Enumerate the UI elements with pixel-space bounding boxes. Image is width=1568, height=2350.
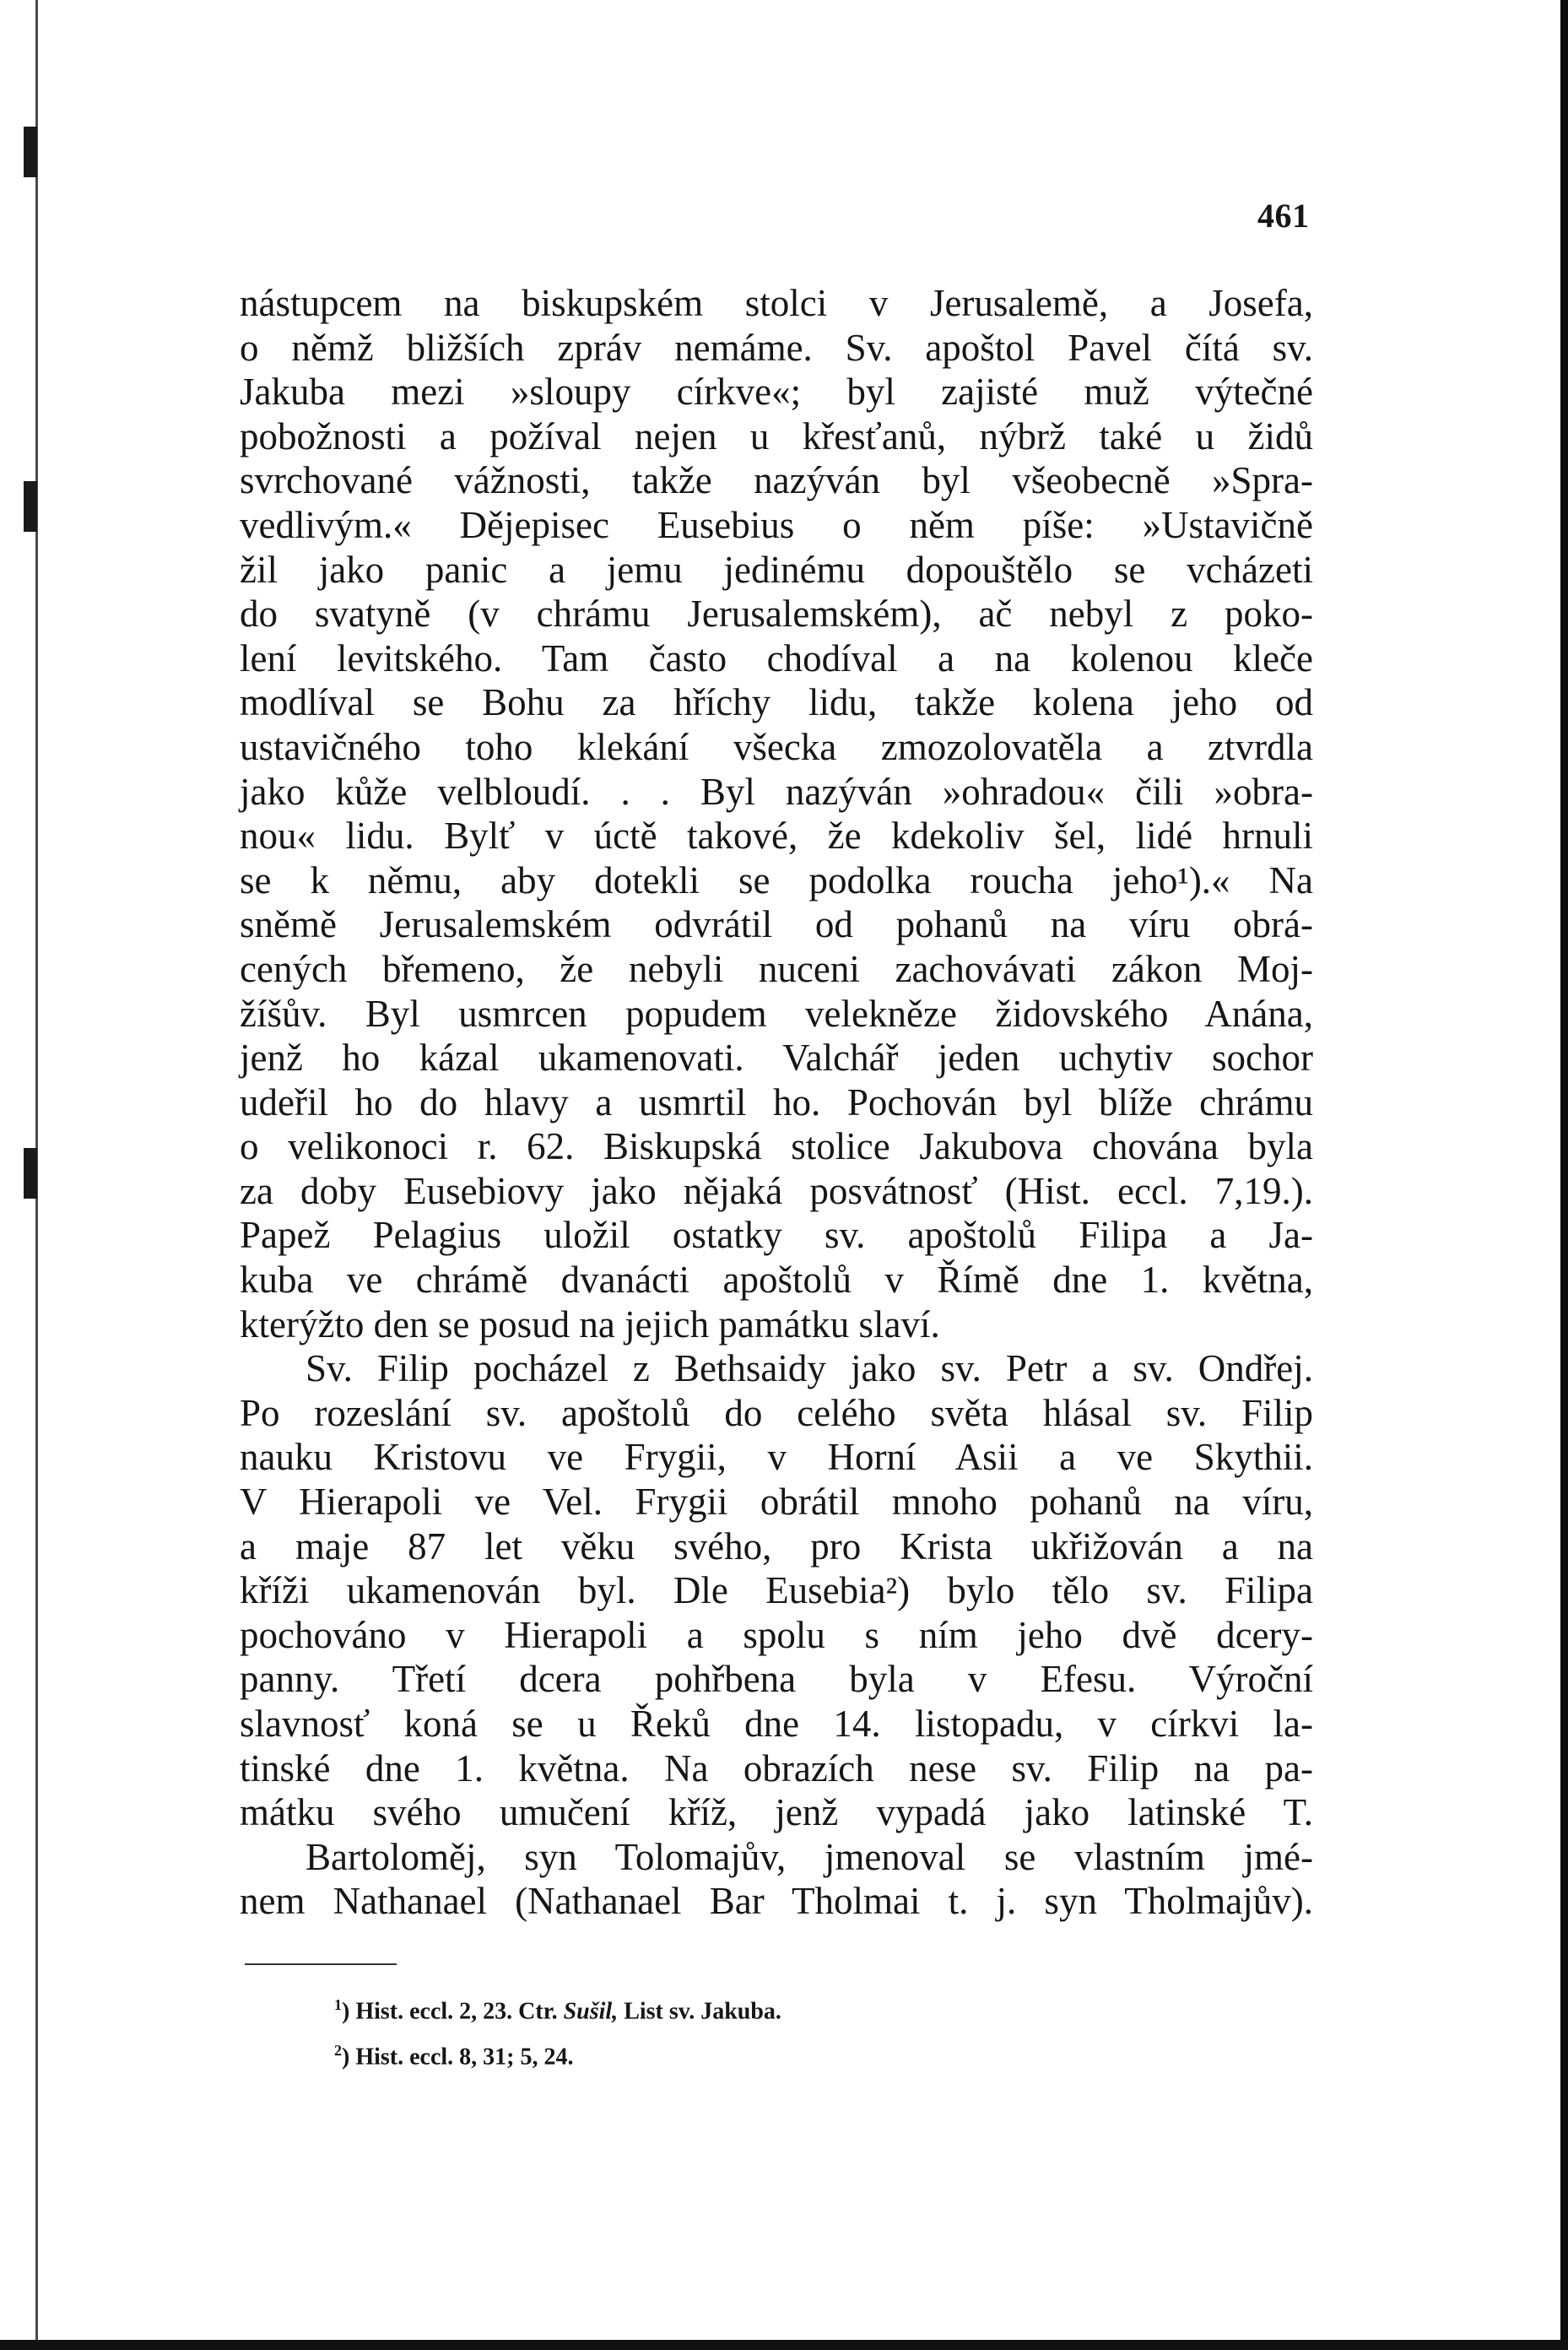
text-line: Sv. Filip pocházel z Bethsaidy jako sv. Petr a sv. Ondřej. [305, 1347, 1313, 1390]
text-line: kuba ve chrámě dvanácti apoštolů v Římě dne 1. května, [240, 1259, 1313, 1302]
text-line: mátku svého umučení kříž, jenž vypadá jako latinské T. [240, 1791, 1313, 1834]
text-line: a maje 87 let věku svého, pro Krista ukřižován a na [240, 1524, 1313, 1568]
text-line: o němž bližších zpráv nemáme. Sv. apoštol Pavel čítá sv. [240, 326, 1313, 369]
text-line: nem Nathanael (Nathanael Bar Tholmai t. j. syn Tholmajův). [240, 1880, 1313, 1923]
scan-edge-right [1560, 0, 1568, 2350]
text-line: ustavičného toho klekání všecka zmozolovatěla a ztvrdla [240, 725, 1313, 768]
text-line: V Hierapoli ve Vel. Frygii obrátil mnoho pohanů na víru, [240, 1481, 1313, 1524]
text-line: kříži ukamenován byl. Dle Eusebia²) bylo tělo sv. Filipa [240, 1569, 1313, 1612]
text-line: Po rozeslání sv. apoštolů do celého světa hlásal sv. Filip [240, 1391, 1313, 1434]
binding-mark [24, 1148, 37, 1199]
text-line: slavnosť koná se u Řeků dne 14. listopadu, v církvi la- [240, 1703, 1313, 1745]
page-number: 461 [1257, 197, 1310, 235]
text-line: za doby Eusebiovy jako nějaká posvátnosť (Hist. eccl. 7,19.). [240, 1169, 1313, 1212]
text-line: nauku Kristovu ve Frygii, v Horní Asii a ve Skythii. [240, 1436, 1313, 1479]
footnote: $^2$) Hist. eccl. 8, 31; 5, 24. [334, 2042, 574, 2071]
text-line: svrchované vážnosti, takže nazýván byl všeobecně »Spra- [240, 459, 1313, 502]
text-line: vedlivým.« Dějepisec Eusebius o něm píše: »Ustavičně [240, 503, 1313, 546]
text-line: sněmě Jerusalemském odvrátil od pohanů na víru obrá- [240, 903, 1313, 946]
text-line: panny. Třetí dcera pohřbena byla v Efesu. Výroční [240, 1658, 1313, 1701]
text-line: nou« lidu. Bylť v úctě takové, že kdekoliv šel, lidé hrnuli [240, 815, 1313, 858]
text-line: Papež Pelagius uložil ostatky sv. apoštolů Filipa a Ja- [240, 1214, 1313, 1257]
text-line: Jakuba mezi »sloupy církve«; byl zajisté muž výtečné [240, 371, 1313, 414]
text-line: kterýžto den se posud na jejich památku slaví. [240, 1302, 940, 1346]
binding-mark [24, 127, 37, 177]
text-line: žil jako panic a jemu jedinému dopouštělo se vcházeti [240, 548, 1313, 591]
footnote: $^1$) Hist. eccl. 2, 23. Ctr. Sušil, List sv. Jakuba. [334, 1996, 781, 2025]
body-text [240, 281, 1313, 1924]
text-line: se k němu, aby dotekli se podolka roucha jeho¹).« Na [240, 858, 1313, 902]
footnotes [334, 1985, 781, 2077]
text-line: pobožnosti a požíval nejen u křesťanů, nýbrž také u židů [240, 414, 1313, 458]
text-line: udeřil ho do hlavy a usmrtil ho. Pochován byl blíže chrámu [240, 1080, 1313, 1124]
text-line: žíšův. Byl usmrcen popudem velekněze židovského Anána, [240, 992, 1313, 1035]
text-line: modlíval se Bohu za hříchy lidu, takže kolena jeho od [240, 681, 1313, 724]
text-line: lení levitského. Tam často chodíval a na kolenou kleče [240, 636, 1313, 680]
text-line: cených břemeno, že nebyli nuceni zachovávati zákon Moj- [240, 947, 1313, 990]
text-line: Bartoloměj, syn Tolomajův, jmenoval se vlastním jmé- [305, 1835, 1313, 1878]
text-line: do svatyně (v chrámu Jerusalemském), ač nebyl z poko- [240, 593, 1313, 636]
binding-mark [24, 481, 37, 532]
text-line: jako kůže velbloudí. . . Byl nazýván »ohradou« čili »obra- [240, 770, 1313, 813]
text-line: pochováno v Hierapoli a spolu s ním jeho dvě dcery- [240, 1613, 1313, 1656]
footnote-rule [245, 1963, 397, 1965]
scan-edge-bottom [0, 2340, 1568, 2350]
text-line: o velikonoci r. 62. Biskupská stolice Jakubova chována byla [240, 1125, 1313, 1168]
text-line: nástupcem na biskupském stolci v Jerusalemě, a Josefa, [240, 282, 1313, 324]
text-line: jenž ho kázal ukamenovati. Valchář jeden uchytiv sochor [240, 1037, 1313, 1080]
text-line: tinské dne 1. května. Na obrazích nese sv. Filip na pa- [240, 1746, 1313, 1790]
